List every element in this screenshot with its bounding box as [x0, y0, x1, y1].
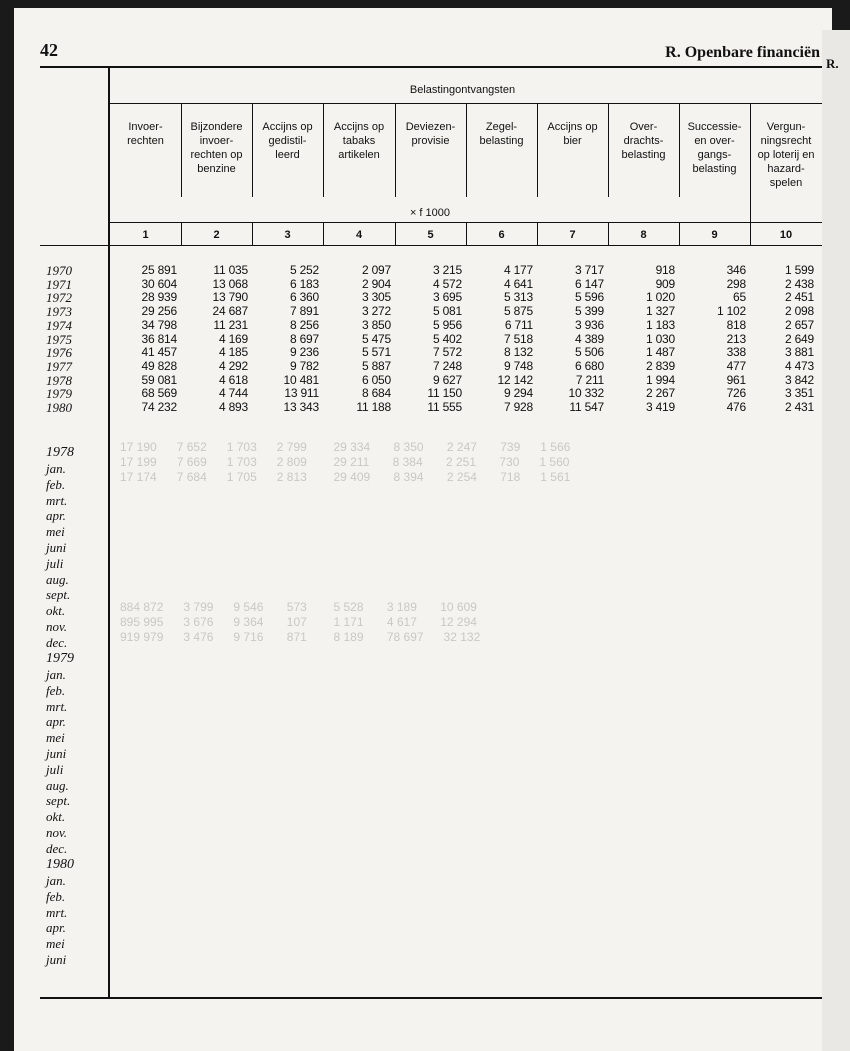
column-number-4: 4 [355, 229, 363, 241]
table-cell: 25 891 [141, 263, 177, 277]
table-cell: 3 936 [574, 317, 604, 332]
table-cell: 4 572 [432, 276, 462, 291]
table-cell: 3 305 [361, 290, 391, 305]
row-year-label: 1978 [46, 372, 72, 388]
row-year-label: 1970 [46, 263, 72, 278]
table-cell: 4 893 [218, 400, 248, 414]
month-label: jan. [46, 461, 66, 476]
table-cell: 1 030 [645, 331, 675, 346]
unit-label: × f 1000 [409, 207, 451, 219]
table-cell: 7 928 [503, 400, 533, 414]
table-cell: 5 081 [432, 304, 462, 319]
table-cell: 2 657 [784, 317, 814, 332]
table-cell: 338 [726, 345, 746, 360]
table-cell: 4 389 [574, 331, 604, 346]
table-cell: 13 790 [212, 290, 248, 305]
column-header-6: Zegel- belasting [479, 121, 524, 147]
column-header-8: Over- drachts- belasting [621, 121, 666, 161]
row-year-label: 1976 [46, 345, 72, 361]
table-cell: 11 188 [356, 400, 391, 414]
column-number-10: 10 [779, 229, 793, 241]
table-cell: 7 572 [432, 345, 462, 360]
running-title: R. Openbare financiën [665, 44, 820, 61]
table-cell: 6 360 [289, 290, 319, 305]
month-label: apr. [46, 714, 66, 730]
table-cell: 346 [726, 263, 746, 277]
table-cell: 3 717 [574, 263, 604, 277]
table-cell: 4 473 [784, 358, 814, 373]
column-number-3: 3 [284, 229, 291, 241]
table-cell: 6 680 [574, 358, 604, 373]
table-cell: 2 451 [784, 290, 814, 305]
table-cell: 4 292 [218, 358, 248, 373]
table-cell: 6 147 [574, 276, 604, 291]
column-header-5: Deviezen- provisie [405, 121, 456, 147]
table-cell: 9 236 [289, 345, 319, 360]
table-cell: 8 132 [503, 345, 533, 360]
table-cell: 4 744 [218, 386, 248, 401]
table-cell: 3 419 [645, 400, 675, 414]
monthly-block-year: 1980 [46, 857, 74, 872]
row-year-label: 1973 [46, 304, 72, 320]
month-label: juni [46, 951, 67, 967]
table-cell: 9 748 [503, 358, 533, 373]
row-year-label: 1971 [46, 276, 72, 292]
table-cell: 9 627 [432, 372, 462, 387]
month-label: sept. [46, 793, 71, 809]
table-cell: 1 020 [645, 290, 675, 305]
table-cell: 30 604 [141, 276, 177, 291]
table-cell: 1 487 [645, 345, 675, 360]
table-cell: 10 481 [283, 372, 319, 387]
month-label: sept. [46, 587, 71, 603]
table-cell: 3 695 [432, 290, 462, 305]
table-cell: 28 939 [141, 290, 177, 305]
month-label: mei [46, 936, 65, 952]
table-cell: 1 994 [645, 372, 675, 387]
table-cell: 2 098 [784, 304, 814, 319]
table-cell: 8 684 [361, 386, 391, 401]
table-cell: 1 327 [645, 304, 675, 319]
table-cell: 5 571 [361, 345, 391, 360]
table-cell: 13 068 [212, 276, 248, 291]
table-cell: 2 097 [361, 263, 391, 277]
next-page-edge [822, 30, 850, 1051]
table-cell: 11 150 [427, 386, 462, 401]
monthly-block-1980 [46, 856, 74, 968]
table-cell: 4 618 [218, 372, 248, 387]
column-header-4: Accijns op tabaks artikelen [333, 121, 385, 161]
column-number-1: 1 [142, 229, 149, 241]
table-cell: 8 697 [289, 331, 319, 346]
table-cell: 4 641 [503, 276, 533, 291]
column-header-2: Bijzondere invoer- rechten op benzine [190, 121, 243, 175]
table-cell: 7 211 [575, 372, 604, 387]
table-cell: 13 343 [283, 400, 319, 414]
table-cell: 5 313 [503, 290, 533, 305]
month-label: juli [46, 761, 64, 777]
table-cell: 11 035 [213, 263, 248, 277]
table-cell: 4 185 [218, 345, 248, 360]
month-label: mei [46, 730, 65, 746]
table-cell: 6 050 [361, 372, 391, 387]
month-label: okt. [46, 603, 66, 619]
table-cell: 909 [655, 276, 675, 291]
month-label: mrt. [46, 698, 68, 714]
table-cell: 7 518 [503, 331, 533, 346]
month-label: feb. [46, 682, 66, 698]
table-cell: 36 814 [141, 331, 177, 346]
table-cell: 49 828 [141, 358, 177, 373]
table-cell: 11 555 [427, 400, 462, 414]
month-label: apr. [46, 920, 66, 936]
table-cell: 74 232 [141, 400, 177, 414]
table-cell: 29 256 [141, 304, 177, 319]
table-cell: 5 252 [289, 263, 319, 277]
table-cell: 4 169 [218, 331, 248, 346]
column-number-2: 2 [213, 229, 220, 241]
table-cell: 3 881 [784, 345, 814, 360]
column-number-8: 8 [640, 229, 647, 241]
table-cell: 2 904 [361, 276, 391, 291]
bleed-through-ghost: 884 872 3 799 9 546 573 5 528 3 189 10 609 895 995 3 676 9 364 107 1 171 4 617 12 294 919 979 3 476 9 716 871 8 189 78 697 32 132 [120, 600, 481, 644]
table-cell: 6 711 [504, 317, 533, 332]
table-cell: 5 596 [574, 290, 604, 305]
column-number-rule [40, 245, 822, 246]
table-cell: 9 782 [289, 358, 319, 373]
column-number-7: 7 [569, 229, 576, 241]
month-label: aug. [46, 777, 69, 793]
row-year-label: 1972 [46, 290, 72, 306]
month-label: okt. [46, 809, 66, 825]
table-cell: 65 [733, 290, 746, 305]
table-cell: 6 183 [289, 276, 319, 291]
bleed-through-ghost: 17 190 7 652 1 703 2 799 29 334 8 350 2 247 739 1 566 17 199 7 669 1 703 2 809 29 211 8 384 2 251 730 1 560 17 174 7 684 1 705 2 813 29 409 8 394 2 254 718 1 561 [120, 440, 571, 484]
monthly-block-1978 [46, 444, 74, 651]
table-cell: 5 956 [432, 317, 462, 332]
month-label: mei [46, 524, 65, 540]
month-label: juli [46, 555, 64, 571]
table-cell: 12 142 [497, 372, 533, 387]
month-label: feb. [46, 888, 66, 904]
table-cell: 8 256 [289, 317, 319, 332]
monthly-block-year: 1979 [46, 651, 74, 666]
table-cell: 9 294 [503, 386, 533, 401]
row-year-label: 1975 [46, 331, 72, 347]
monthly-block-year: 1978 [46, 445, 74, 460]
column-number-5: 5 [427, 229, 434, 241]
group-header: Belastingontvangsten [409, 84, 516, 96]
table-cell: 13 911 [284, 386, 319, 401]
table-cell: 7 248 [432, 358, 462, 373]
table-cell: 2 267 [645, 386, 675, 401]
table-cell: 477 [726, 358, 746, 373]
table-cell: 24 687 [212, 304, 248, 319]
month-label: apr. [46, 508, 66, 524]
row-year-label: 1974 [46, 317, 72, 333]
table-cell: 34 798 [141, 317, 177, 332]
table-cell: 961 [726, 372, 746, 387]
column-number-9: 9 [711, 229, 718, 241]
table-cell: 2 839 [645, 358, 675, 373]
bottom-rule [40, 997, 822, 999]
table-cell: 2 431 [784, 400, 814, 414]
table-cell: 5 475 [361, 331, 391, 346]
month-label: juni [46, 539, 67, 555]
month-label: jan. [46, 667, 66, 682]
table-cell: 818 [726, 317, 746, 332]
table-cell: 5 875 [503, 304, 533, 319]
row-year-label: 1977 [46, 358, 72, 374]
table-cell: 5 506 [574, 345, 604, 360]
column-header-9: Successie- en over- gangs- belasting [687, 121, 742, 175]
table-cell: 11 231 [213, 317, 248, 332]
month-label: mrt. [46, 492, 68, 508]
table-cell: 68 569 [141, 386, 177, 401]
month-label: nov. [46, 824, 68, 840]
table-cell: 3 850 [361, 317, 391, 332]
table-cell: 1 183 [645, 317, 675, 332]
top-rule [40, 66, 822, 68]
column-header-1: Invoer- rechten [127, 121, 164, 147]
table-cell: 41 457 [141, 345, 177, 360]
table-cell: 298 [726, 276, 746, 291]
table-cell: 1 599 [784, 263, 814, 277]
column-header-3: Accijns op gedistil- leerd [262, 121, 313, 161]
table-cell: 3 215 [432, 263, 462, 277]
table-cell: 59 081 [141, 372, 177, 387]
row-year-label: 1979 [46, 386, 72, 402]
month-label: mrt. [46, 904, 68, 920]
table-cell: 213 [726, 331, 746, 346]
column-header-7: Accijns op bier [547, 121, 598, 147]
month-label: juni [46, 745, 67, 761]
table-cell: 3 351 [784, 386, 814, 401]
table-cell: 476 [726, 400, 746, 414]
row-year-label: 1980 [46, 400, 72, 415]
table-cell: 1 102 [716, 304, 746, 319]
table-cell: 7 891 [289, 304, 319, 319]
month-label: dec. [46, 634, 68, 650]
monthly-block-1979 [46, 650, 74, 857]
next-page-edge-text: R. [826, 56, 839, 71]
table-cell: 11 547 [569, 400, 604, 414]
month-label: aug. [46, 571, 69, 587]
table-cell: 5 399 [574, 304, 604, 319]
table-cell: 3 842 [784, 372, 814, 387]
month-label: nov. [46, 618, 68, 634]
table-cell: 10 332 [568, 386, 604, 401]
month-label: feb. [46, 476, 66, 492]
month-label: dec. [46, 840, 68, 856]
table-cell: 918 [655, 263, 675, 277]
page-number: 42 [40, 40, 58, 60]
table-cell: 5 887 [361, 358, 391, 373]
table-cell: 4 177 [503, 263, 533, 277]
table-cell: 2 438 [784, 276, 814, 291]
table-cell: 5 402 [432, 331, 462, 346]
column-header-10: Vergun- ningsrecht op loterij en hazard- spelen [757, 121, 815, 189]
table-cell: 726 [726, 386, 746, 401]
column-number-6: 6 [498, 229, 505, 241]
month-label: jan. [46, 873, 66, 888]
table-cell: 2 649 [784, 331, 814, 346]
table-cell: 3 272 [361, 304, 391, 319]
